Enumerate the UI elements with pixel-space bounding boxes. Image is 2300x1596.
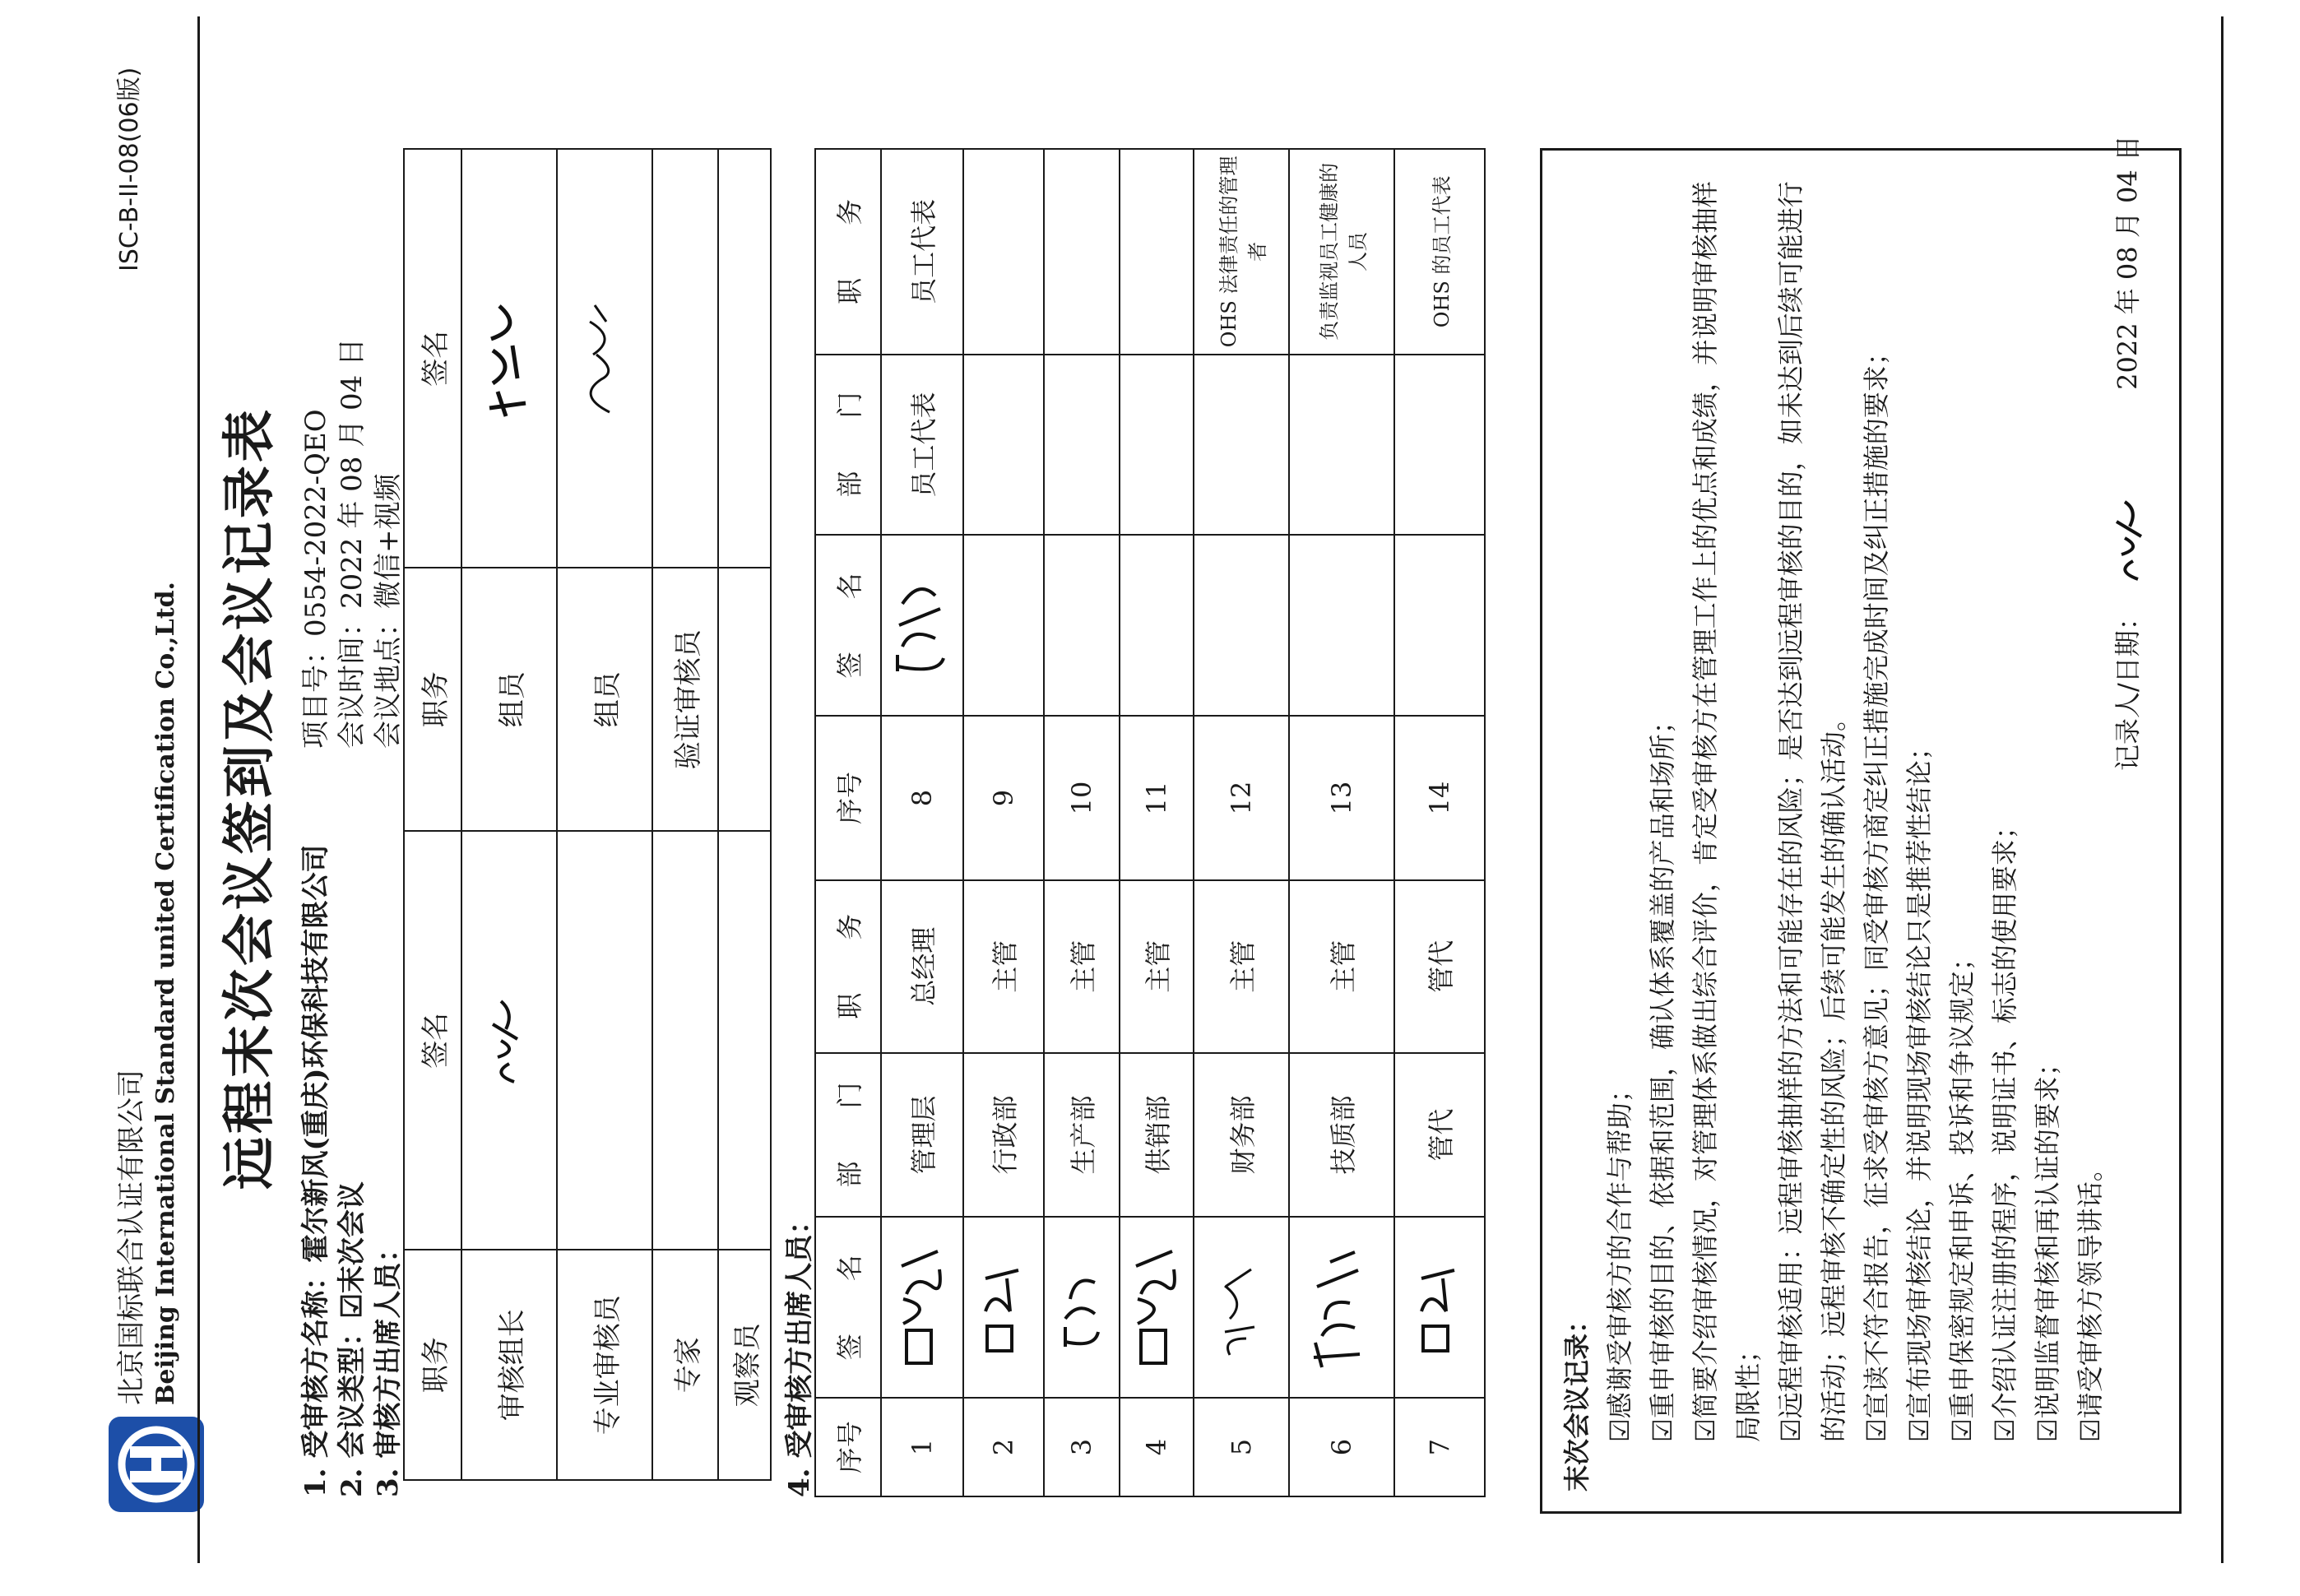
recorder-line: [2105, 135, 2154, 771]
handwritten-signature: [1054, 1258, 1103, 1357]
signature-cell: [963, 535, 1044, 716]
signature-cell: [652, 831, 718, 1250]
signature-cell: [1194, 1217, 1289, 1398]
position-cell: 主管: [963, 880, 1044, 1053]
position-cell: OHS 法律责任的管理者: [1194, 149, 1289, 355]
company-logo: [105, 1413, 207, 1515]
row-number: 13: [1289, 716, 1394, 880]
role-cell: 验证审核员: [652, 568, 718, 831]
handwritten-signature: [976, 1254, 1025, 1361]
auditor-attendees-heading: 3. 审核方出席人员：: [372, 1234, 405, 1497]
department-cell: 管理层: [881, 1053, 963, 1218]
col-position: 职 务: [815, 880, 881, 1053]
auditee-attendees-heading: 4. 受审核方出席人员：: [783, 1206, 816, 1497]
attendee-row: [1194, 149, 1289, 1496]
record-item: ☑感谢受审核方的合作与帮助；: [1604, 1076, 1635, 1442]
signature-cell: [1289, 535, 1394, 716]
auditors-header-row: [404, 149, 461, 1480]
record-item: ☑宣布现场审核结论，并说明现场审核结论只是推荐性结论；: [1904, 734, 1935, 1442]
record-item: ☑请受审核方领导讲话。: [2075, 1155, 2106, 1442]
margin-rule: [2221, 16, 2223, 1563]
department-cell: 员工代表: [881, 355, 963, 536]
attendees-header-row: [815, 149, 881, 1496]
signature-cell: [963, 1217, 1044, 1398]
role-cell: 专业审核员: [557, 1250, 652, 1480]
row-number: 2: [963, 1398, 1044, 1496]
meeting-place: 会议地点：微信+视频: [372, 473, 405, 749]
position-cell: [1044, 149, 1120, 355]
project-number: 项目号：0554-2022-QEO: [299, 409, 332, 749]
position-cell: 员工代表: [881, 149, 963, 355]
record-date: 2022 年 08 月 04 日: [2112, 135, 2144, 390]
role-cell: [718, 568, 771, 831]
department-cell: 供销部: [1120, 1053, 1194, 1218]
col-department: 部 门: [815, 1053, 881, 1218]
handwritten-signature: [577, 297, 626, 420]
col-position-2: 职 务: [815, 149, 881, 355]
position-cell: 主管: [1044, 880, 1120, 1053]
row-number: 14: [1394, 716, 1485, 880]
signature-cell: [1044, 535, 1120, 716]
signature-cell: [557, 831, 652, 1250]
signature-cell: [1044, 1217, 1120, 1398]
handwritten-signature: [481, 991, 531, 1090]
row-number: 6: [1289, 1398, 1394, 1496]
row-number: 11: [1120, 716, 1194, 880]
role-cell: 专家: [652, 1250, 718, 1480]
position-cell: 负责监视员工健康的人员: [1289, 149, 1394, 355]
row-number: 7: [1394, 1398, 1485, 1496]
row-number: 9: [963, 716, 1044, 880]
auditors-table: [403, 148, 772, 1481]
role-cell: 组员: [557, 568, 652, 831]
role-cell: 审核组长: [461, 1250, 557, 1480]
signature-cell: [1194, 535, 1289, 716]
handwritten-signature: [1124, 1241, 1182, 1373]
recorder-label: 记录人/日期：: [2112, 604, 2144, 771]
meeting-record-box: [1540, 135, 2182, 1514]
company-name-cn: 北京国标联合认证有限公司: [115, 1069, 148, 1405]
position-cell: OHS 的员工代表: [1394, 149, 1485, 355]
department-cell: 财务部: [1194, 1053, 1289, 1218]
signature-cell: [652, 149, 718, 568]
role-cell: 观察员: [718, 1250, 771, 1480]
signature-cell: [1120, 535, 1194, 716]
record-item: ☑宣读不符合报告，征求受审核方意见；同受审核方商定纠正措施完成时间及纠正措施的要求；: [1861, 339, 1892, 1442]
row-number: 5: [1194, 1398, 1289, 1496]
department-cell: [963, 355, 1044, 536]
row-number: 4: [1120, 1398, 1194, 1496]
record-heading: 末次会议记录：: [1561, 1306, 1593, 1492]
auditor-row: [461, 149, 557, 1480]
row-number: 3: [1044, 1398, 1120, 1496]
position-cell: 管代: [1394, 880, 1485, 1053]
col-role: 职务: [404, 1250, 461, 1480]
record-item: ☑说明监督审核和再认证的要求；: [2032, 1050, 2063, 1442]
department-cell: 生产部: [1044, 1053, 1120, 1218]
auditor-row: [652, 149, 718, 1480]
signature-cell: [1289, 1217, 1394, 1398]
department-cell: [1044, 355, 1120, 536]
attendee-row: [1394, 149, 1485, 1496]
position-cell: [1120, 149, 1194, 355]
signature-cell: [881, 535, 963, 716]
row-number: 12: [1194, 716, 1289, 880]
col-signature-2: 签名: [404, 149, 461, 568]
row-number: 1: [881, 1398, 963, 1496]
handwritten-signature: [1412, 1254, 1461, 1361]
department-cell: 管代: [1394, 1053, 1485, 1218]
signature-cell: [1394, 1217, 1485, 1398]
signature-cell: [1120, 1217, 1194, 1398]
position-cell: 主管: [1289, 880, 1394, 1053]
row-number: 8: [881, 716, 963, 880]
row-number: 10: [1044, 716, 1120, 880]
department-cell: [1194, 355, 1289, 536]
position-cell: 主管: [1194, 880, 1289, 1053]
attendee-row: [881, 149, 963, 1496]
form-code: ISC-B-II-08(06版): [115, 67, 144, 271]
col-signature-2: 签 名: [815, 535, 881, 716]
signature-cell: [718, 149, 771, 568]
handwritten-signature: [481, 293, 531, 425]
handwritten-signature: [1213, 1250, 1263, 1365]
attendees-table: [814, 148, 1486, 1497]
record-item: ☑远程审核适用：远程审核抽样的方法和可能存在的风险；是否达到远程审核的目的，如未达到后续可能进行的活动；远程审核不确定性的风险；后续可能发生的确认活动。: [1775, 181, 1849, 1442]
record-item: ☑重申保密规定和申诉、投诉和争议规定；: [1946, 944, 1978, 1442]
handwritten-signature: [890, 1241, 948, 1373]
role-cell: 组员: [461, 568, 557, 831]
signature-cell: [461, 149, 557, 568]
page-title: 远程末次会议签到及会议记录表: [219, 406, 281, 1190]
attendee-row: [1289, 149, 1394, 1496]
signature-cell: [461, 831, 557, 1250]
signature-cell: [1394, 535, 1485, 716]
col-no: 序号: [815, 1398, 881, 1496]
department-cell: [1289, 355, 1394, 536]
handwritten-signature: [2105, 497, 2154, 587]
auditor-row: [557, 149, 652, 1480]
meeting-type: 2. 会议类型：☑末次会议: [336, 1181, 369, 1497]
col-signature: 签名: [404, 831, 461, 1250]
meeting-time: 会议时间：2022 年 08 月 04 日: [336, 337, 369, 749]
attendee-row: [1044, 149, 1120, 1496]
department-cell: 技质部: [1289, 1053, 1394, 1218]
attendee-row: [963, 149, 1044, 1496]
col-role-2: 职务: [404, 568, 461, 831]
company-name-en: Beijing International Standard united Certification Co.,Ltd.: [151, 581, 180, 1405]
col-signature: 签 名: [815, 1217, 881, 1398]
department-cell: [1394, 355, 1485, 536]
signature-cell: [718, 831, 771, 1250]
department-cell: 行政部: [963, 1053, 1044, 1218]
auditee-name: 1. 受审核方名称：霍尔新风(重庆)环保科技有限公司: [299, 844, 332, 1497]
attendee-row: [1120, 149, 1194, 1496]
department-cell: [1120, 355, 1194, 536]
signature-cell: [557, 149, 652, 568]
signature-cell: [881, 1217, 963, 1398]
record-item: ☑重申审核的目的、依据和范围，确认体系覆盖的产品和场所；: [1647, 708, 1678, 1442]
record-item: ☑简要介绍审核情况，对管理体系做出综合评价，肯定受审核方在管理工作上的优点和成绩，并说明审核抽样局限性；: [1690, 181, 1764, 1442]
auditor-row: [718, 149, 771, 1480]
position-cell: 主管: [1120, 880, 1194, 1053]
header-rule: [197, 16, 200, 1563]
handwritten-signature: [886, 568, 952, 683]
col-department-2: 部 门: [815, 355, 881, 536]
position-cell: [963, 149, 1044, 355]
record-item: ☑介绍认证注册的程序，说明证书、标志的使用要求；: [1989, 813, 2020, 1442]
col-no-2: 序号: [815, 716, 881, 880]
handwritten-signature: [1305, 1237, 1371, 1377]
position-cell: 总经理: [881, 880, 963, 1053]
